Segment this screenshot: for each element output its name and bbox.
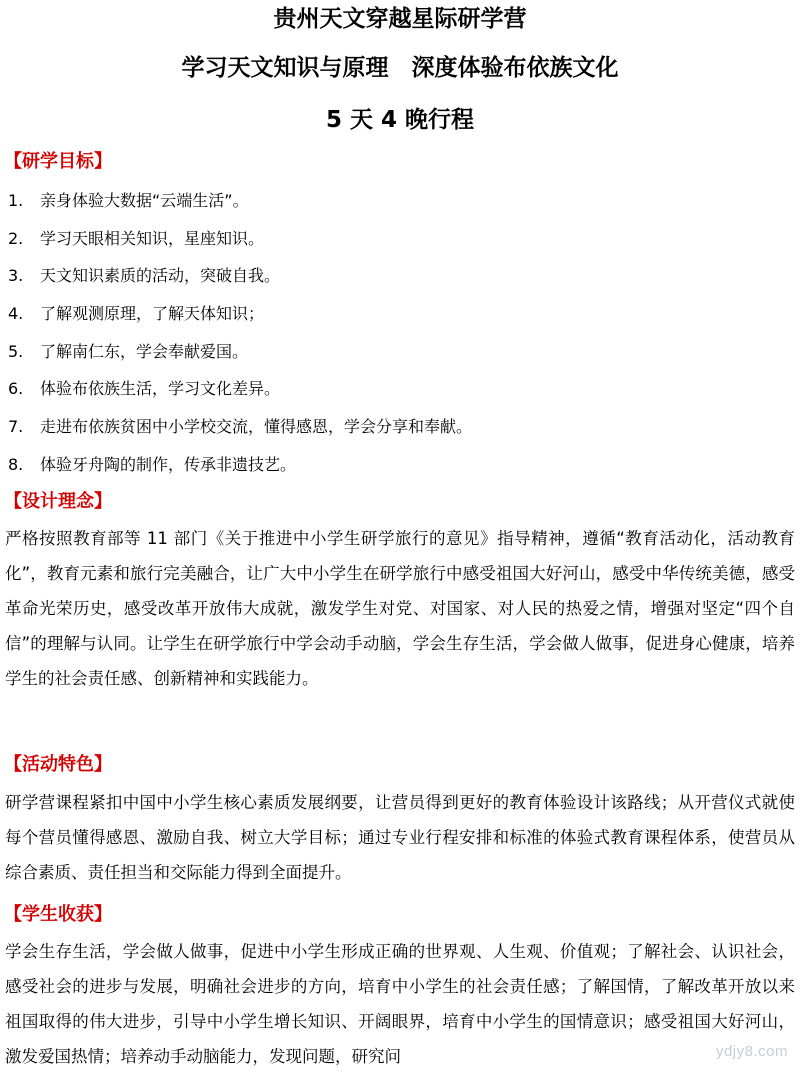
goal-number: 7.	[8, 417, 24, 436]
goal-text: 亲身体验大数据“云端生活”。	[40, 191, 249, 210]
goal-item	[8, 381, 280, 397]
goal-number: 4.	[8, 304, 24, 323]
section-heading-design: 【设计理念】	[4, 491, 112, 512]
goal-item	[8, 457, 296, 473]
document-subtitle: 学习天文知识与原理 深度体验布依族文化	[181, 55, 619, 81]
goal-text: 学习天眼相关知识，星座知识。	[40, 229, 265, 248]
design-paragraph: 严格按照教育部等 11 部门《关于推进中小学生研学旅行的意见》指导精神，遵循“教育活动化，活动教育化”，教育元素和旅行完美融合，让广大中小学生在研学旅行中感受祖国大好河山，感受中华传统美德，感受革命光荣历史，感受改革开放伟大成就，激发学生对党、对国家、对人民的热爱之情，增强对坚定“四个自信”的理解与认同。让学生在研学旅行中学会动手动脑，学会生存生活，学会做人做事，促进身心健康，培养学生的社会责任感、创新精神和实践能力。	[5, 529, 795, 688]
document-duration: 5 天 4 晚行程	[325, 107, 475, 133]
goal-text: 体验布依族生活，学习文化差异。	[40, 379, 281, 398]
goal-item	[8, 193, 249, 209]
goal-text: 天文知识素质的活动，突破自我。	[40, 266, 281, 285]
document-title: 贵州天文穿越星际研学营	[273, 6, 527, 32]
goal-text: 了解观测原理，了解天体知识；	[40, 304, 265, 323]
goal-number: 3.	[8, 266, 24, 285]
goal-text: 走进布依族贫困中小学校交流，懂得感恩，学会分享和奉献。	[40, 417, 473, 436]
goal-text: 了解南仁东，学会奉献爱国。	[40, 342, 249, 361]
section-heading-goals: 【研学目标】	[4, 151, 112, 172]
outcomes-paragraph: 学会生存生活，学会做人做事，促进中小学生形成正确的世界观、人生观、价值观；了解社会、认识社会，感受社会的进步与发展，明确社会进步的方向，培育中小学生的社会责任感；了解国情，了解改革开放以来祖国取得的伟大进步，引导中小学生增长知识、开阔眼界，培育中小学生的国情意识；感受祖国大好河山，激发爱国热情；培养动手动脑能力，发现问题，研究问	[5, 942, 795, 1066]
goal-number: 2.	[8, 229, 24, 248]
goal-item	[8, 344, 248, 360]
goal-text: 体验牙舟陶的制作，传承非遗技艺。	[40, 455, 297, 474]
goal-number: 8.	[8, 455, 24, 474]
goal-number: 1.	[8, 191, 24, 210]
section-heading-features: 【活动特色】	[4, 754, 112, 775]
features-paragraph: 研学营课程紧扣中国中小学生核心素质发展纲要，让营员得到更好的教育体验设计该路线；从开营仪式就使每个营员懂得感恩、激励自我、树立大学目标；通过专业行程安排和标准的体验式教育课程体系，使营员从综合素质、责任担当和交际能力得到全面提升。	[5, 793, 795, 882]
watermark: ydjy8.com	[715, 1043, 788, 1060]
goal-number: 6.	[8, 379, 24, 398]
goal-item	[8, 268, 280, 284]
goal-item	[8, 419, 472, 435]
goal-number: 5.	[8, 342, 24, 361]
goal-item	[8, 231, 264, 247]
section-heading-outcomes: 【学生收获】	[4, 904, 112, 925]
goal-item	[8, 306, 264, 322]
